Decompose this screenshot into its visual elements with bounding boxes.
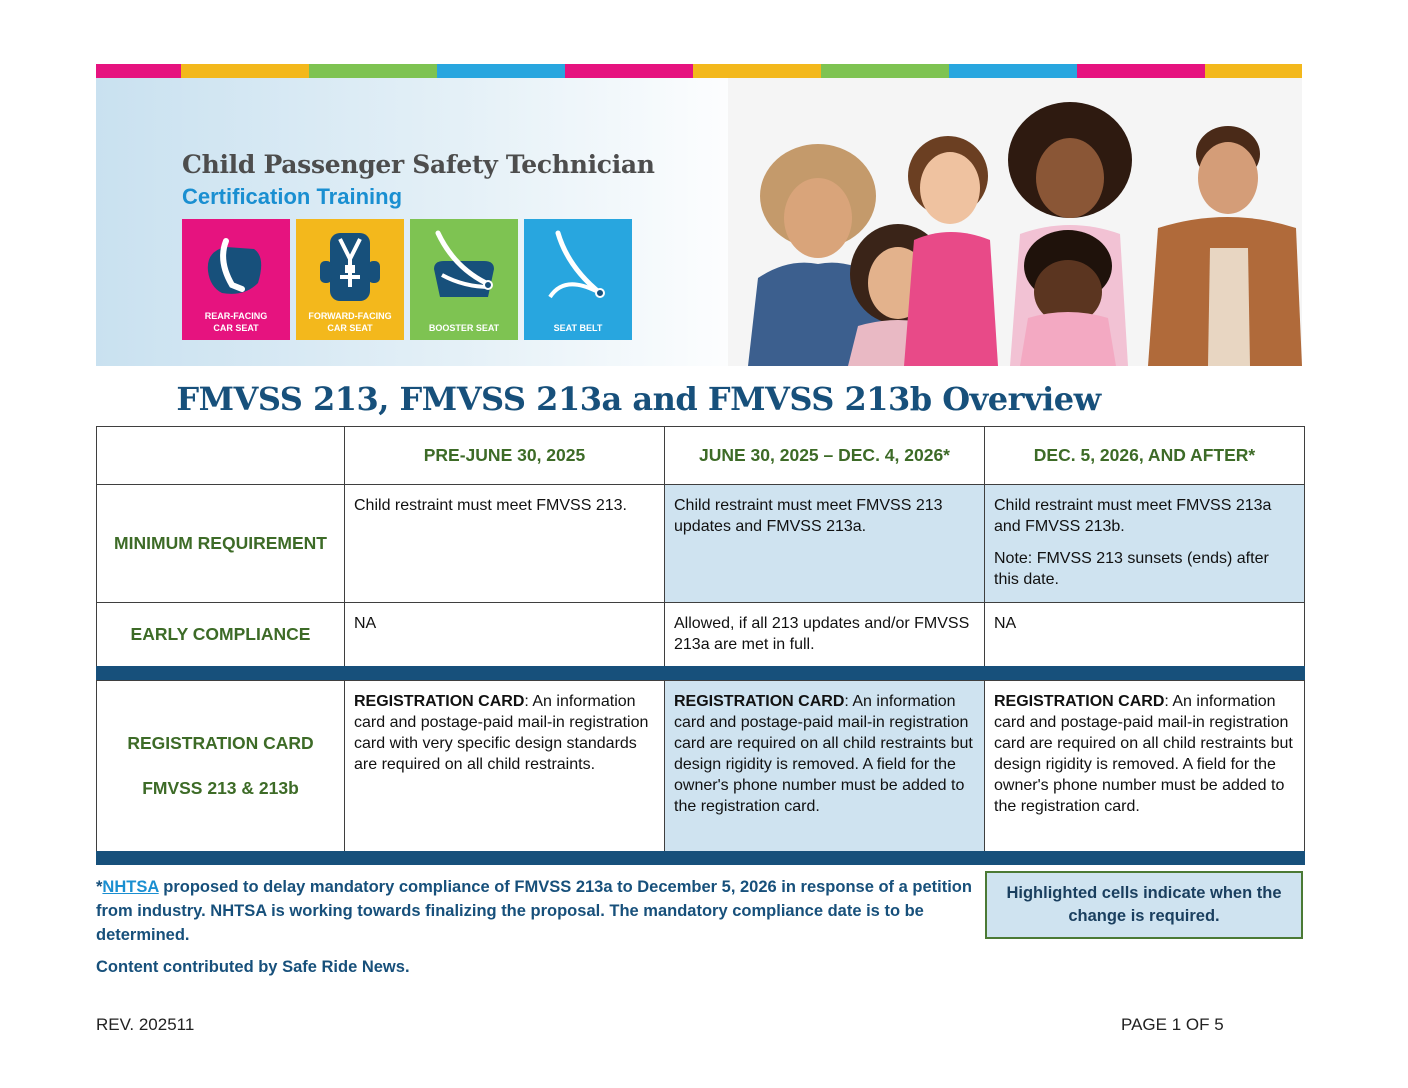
nhtsa-link[interactable]: NHTSA [102,878,159,896]
row-label-minimum [96,484,345,603]
booster-seat-icon [424,227,504,307]
rear-facing-seat-icon [196,227,276,307]
tile-forward-facing [296,219,404,340]
contributor-note: Content contributed by Safe Ride News. [96,958,410,976]
row-sublabel: FMVSS 213 & 213b [142,778,299,798]
cell-minimum-pre [344,484,665,603]
header-banner [96,78,1302,366]
stripe-segment [693,64,821,78]
tile-label: CAR SEAT [213,323,259,333]
highlight-legend [985,871,1303,939]
cell-text: Child restraint must meet FMVSS 213 updates and FMVSS 213a. [674,497,943,535]
stripe-segment [437,64,565,78]
comparison-table [96,426,1305,865]
stripe-segment [949,64,1077,78]
term-label: REGISTRATION CARD [354,693,525,710]
revision-label: REV. 202511 [96,1015,195,1034]
tile-label: FORWARD-FACING [308,311,392,321]
cell-early-mid [664,602,985,667]
cell-text: : An information card and postage-paid mail-in registration card are required on all child restraints but design rigidity is removed. A field for the owner's phone number must be added to the registration card. [674,693,973,815]
header-dec-after [984,426,1305,485]
forward-facing-seat-icon [310,227,390,307]
stripe-segment [96,64,181,78]
header-empty-cell [96,426,345,485]
cell-registration-after [984,680,1305,852]
tile-booster [410,219,518,340]
cell-registration-mid [664,680,985,852]
cell-early-pre [344,602,665,667]
row-label: EARLY COMPLIANCE [130,624,311,644]
header-pre-june [344,426,665,485]
program-subtitle: Certification Training [182,184,403,209]
cell-text: : An information card and postage-paid mail-in registration card are required on all child restraints but design rigidity is removed. A field for the owner's phone number must be added to the registration card. [994,693,1293,815]
program-title: Child Passenger Safety Technician [182,150,655,179]
cell-text: Allowed, if all 213 updates and/or FMVSS 213a are met in full. [674,615,970,653]
footnote [96,875,976,947]
color-stripe [96,64,1302,78]
stripe-segment [181,64,309,78]
stripe-segment [1205,64,1302,78]
tile-seat-belt [524,219,632,340]
term-label: REGISTRATION CARD [674,693,845,710]
cell-minimum-mid [664,484,985,603]
header-june-dec [664,426,985,485]
cell-note: Note: FMVSS 213 sunsets (ends) after this date. [994,550,1269,588]
page-number: PAGE 1 OF 5 [1121,1015,1224,1034]
header-label: JUNE 30, 2025 – DEC. 4, 2026* [699,445,950,465]
cell-text: NA [354,615,377,632]
footnote-text: proposed to delay mandatory compliance of FMVSS 213a to December 5, 2026 in response of a petition from industry. NHTSA is working towards finalizing the proposal. The mandatory compliance date is to be determined. [96,878,972,944]
cell-text: Child restraint must meet FMVSS 213. [354,497,627,514]
stripe-segment [565,64,693,78]
tile-label: CAR SEAT [327,323,373,333]
header-label: PRE-JUNE 30, 2025 [423,445,586,465]
cell-minimum-after [984,484,1305,603]
term-label: REGISTRATION CARD [994,693,1165,710]
row-label: REGISTRATION CARD [127,733,314,753]
page-title: FMVSS 213, FMVSS 213a and FMVSS 213b Overview [176,380,1101,418]
tile-rear-facing [182,219,290,340]
cell-text: Child restraint must meet FMVSS 213a and FMVSS 213b. [994,497,1272,535]
legend-text: Highlighted cells indicate when the change is required. [1006,884,1282,925]
tile-label: BOOSTER SEAT [428,323,500,333]
cell-early-after [984,602,1305,667]
cell-text: NA [994,615,1017,632]
row-label: MINIMUM REQUIREMENT [114,533,327,553]
tile-label: REAR-FACING [204,311,268,321]
stripe-segment [1077,64,1205,78]
row-label-early [96,602,345,667]
tile-label: SEAT BELT [553,323,603,333]
seat-belt-icon [538,227,618,307]
children-photo [728,78,1302,366]
bottom-band [96,851,1305,865]
seat-type-tiles [182,219,632,340]
stripe-segment [821,64,949,78]
row-label-registration [96,680,345,852]
footnote-star: * [96,878,103,896]
cell-registration-pre [344,680,665,852]
stripe-segment [309,64,437,78]
header-label: DEC. 5, 2026, AND AFTER* [1033,445,1256,465]
cell-text: : An information card and postage-paid mail-in registration card with very specific design standards are required on all child restraints. [354,693,649,773]
separator-band [96,666,1305,680]
